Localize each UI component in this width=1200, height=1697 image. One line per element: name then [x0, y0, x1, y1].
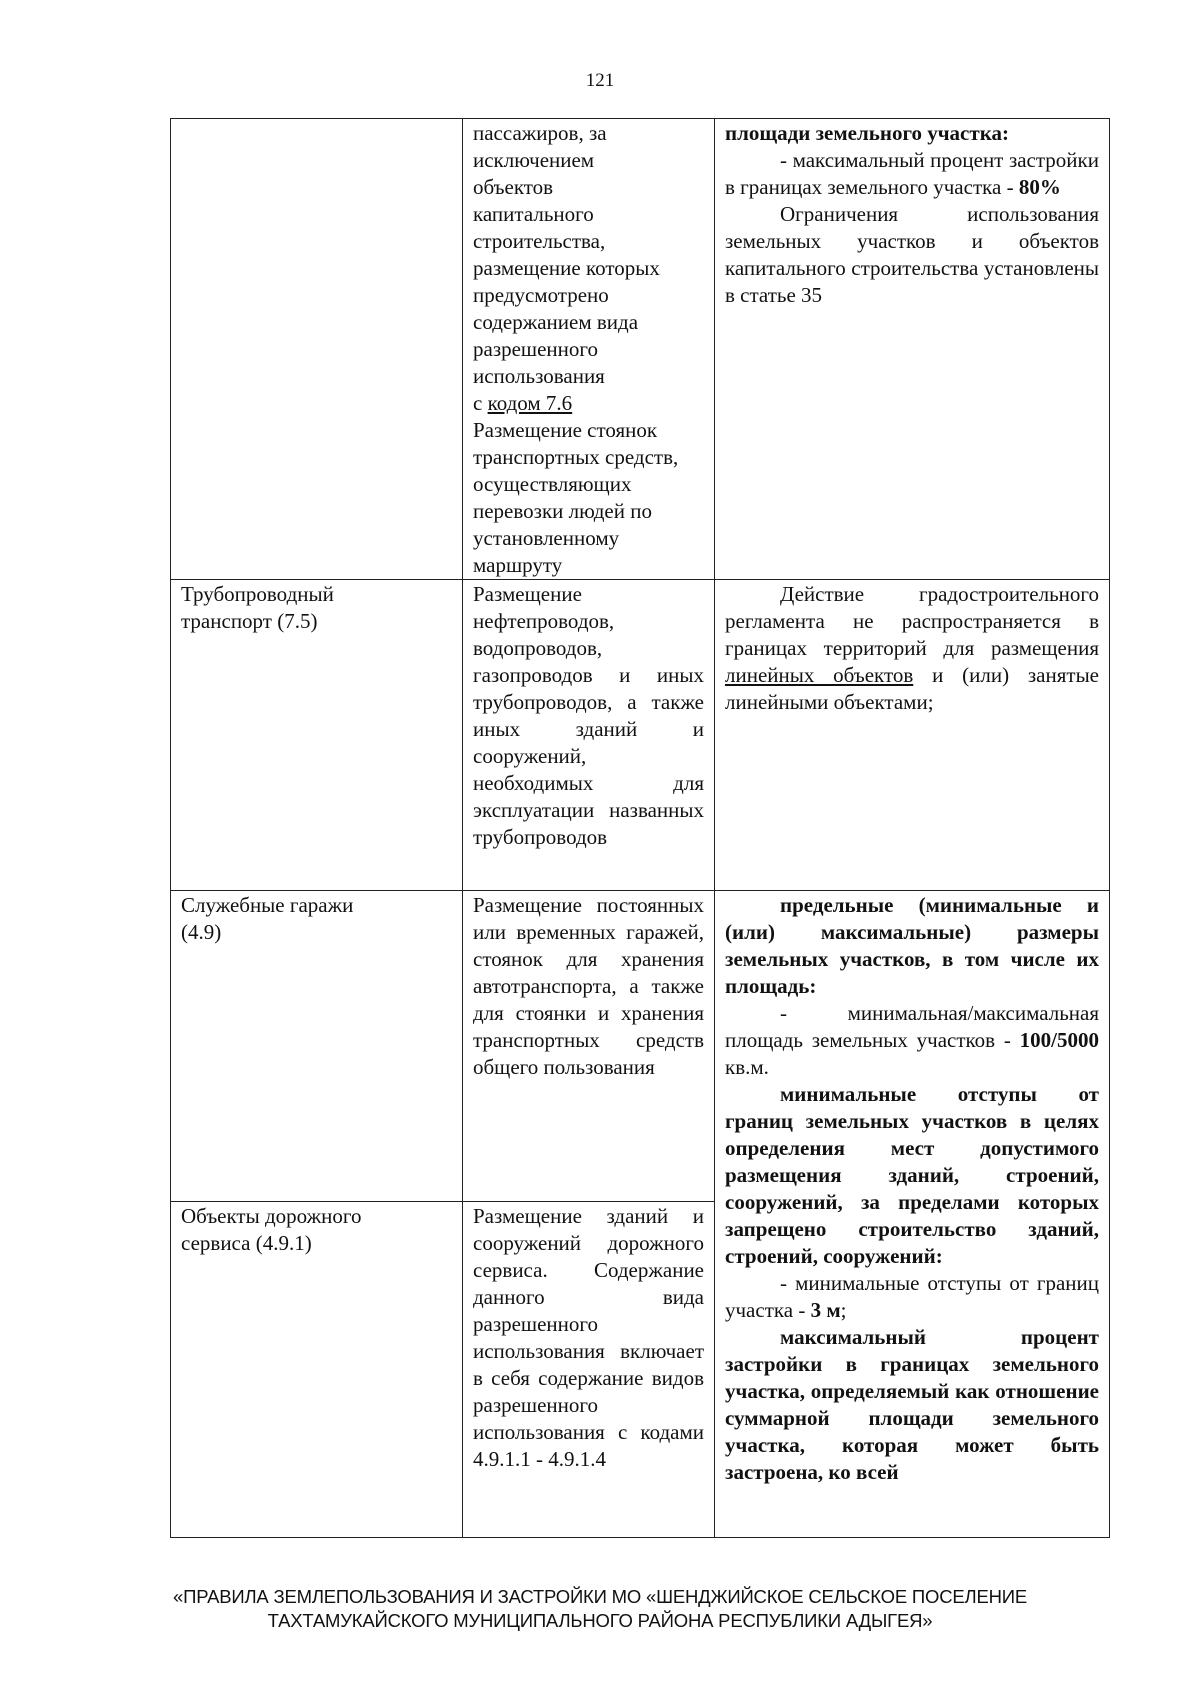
use-type-cell	[171, 119, 463, 580]
use-type-cell: Трубопроводный транспорт (7.5)	[171, 580, 463, 891]
page-number: 121	[585, 70, 615, 91]
table-row	[171, 580, 1110, 891]
use-description-cell: Размещение постоянных или временных гаражей, стоянок для хранения автотранспорта, а также для стоянки и хранения транспортных средств общего пользования	[463, 891, 715, 1202]
use-description-cell: Размещение зданий и сооружений дорожного сервиса. Содержание данного вида разрешенного использования включает в себя содержание видов разрешенного использования с кодами 4.9.1.1 - 4.9.1.4	[463, 1202, 715, 1538]
parameters-cell: Действие градостроительного регламента не распространяется в границах территорий для размещения линейных объектов и (или) занятые линейными объектами;	[715, 580, 1110, 891]
use-type-cell: Объекты дорожного сервиса (4.9.1)	[171, 1202, 463, 1538]
parameters-cell: предельные (минимальные и (или) максимальные) размеры земельных участков, в том числе их площадь: - минимальная/максимальная площадь земельных участков - 100/5000 кв.м. минимальные отступы от границ земельных участков в целях определения мест допустимого размещения зданий, строений, сооружений, за пределами которых запрещено строительство зданий, строений, сооружений: - минимальные отступы от границ участка - 3 м; максимальный процент застройки в границах земельного участка, определяемый как отношение суммарной площади земельного участка, которая может быть застроена, ко всей	[715, 891, 1110, 1538]
code-link[interactable]: кодом 7.6	[487, 391, 573, 415]
parameters-cell: площади земельного участка: - максимальный процент застройки в границах земельного участка - 80% Ограничения использования земельных участков и объектов капитального строительства установлены в статье 35	[715, 119, 1110, 580]
table-row	[171, 119, 1110, 580]
use-description-cell: Размещение нефтепроводов, водопроводов, газопроводов и иных трубопроводов, а также иных зданий и сооружений, необходимых для эксплуатации названных трубопроводов	[463, 580, 715, 891]
linear-objects-link[interactable]: линейных объектов	[725, 663, 914, 687]
use-type-cell: Служебные гаражи (4.9)	[171, 891, 463, 1202]
document-footer: «ПРАВИЛА ЗЕМЛЕПОЛЬЗОВАНИЯ И ЗАСТРОЙКИ МО «ШЕНДЖИЙСКОЕ СЕЛЬСКОЕ ПОСЕЛЕНИЕ ТАХТАМУКАЙСКОГО МУНИЦИПАЛЬНОГО РАЙОНА РЕСПУБЛИКИ АДЫГЕЯ»	[173, 1586, 1027, 1631]
regulations-table	[170, 118, 1110, 1538]
table-row	[171, 891, 1110, 1202]
use-description-cell: пассажиров, за исключением объектов капитального строительства, размещение которых предусмотрено содержанием вида разрешенного использования с кодом 7.6 Размещение стоянок транспортных средств, осуществляющих перевозки людей по установленному маршруту	[463, 119, 715, 580]
